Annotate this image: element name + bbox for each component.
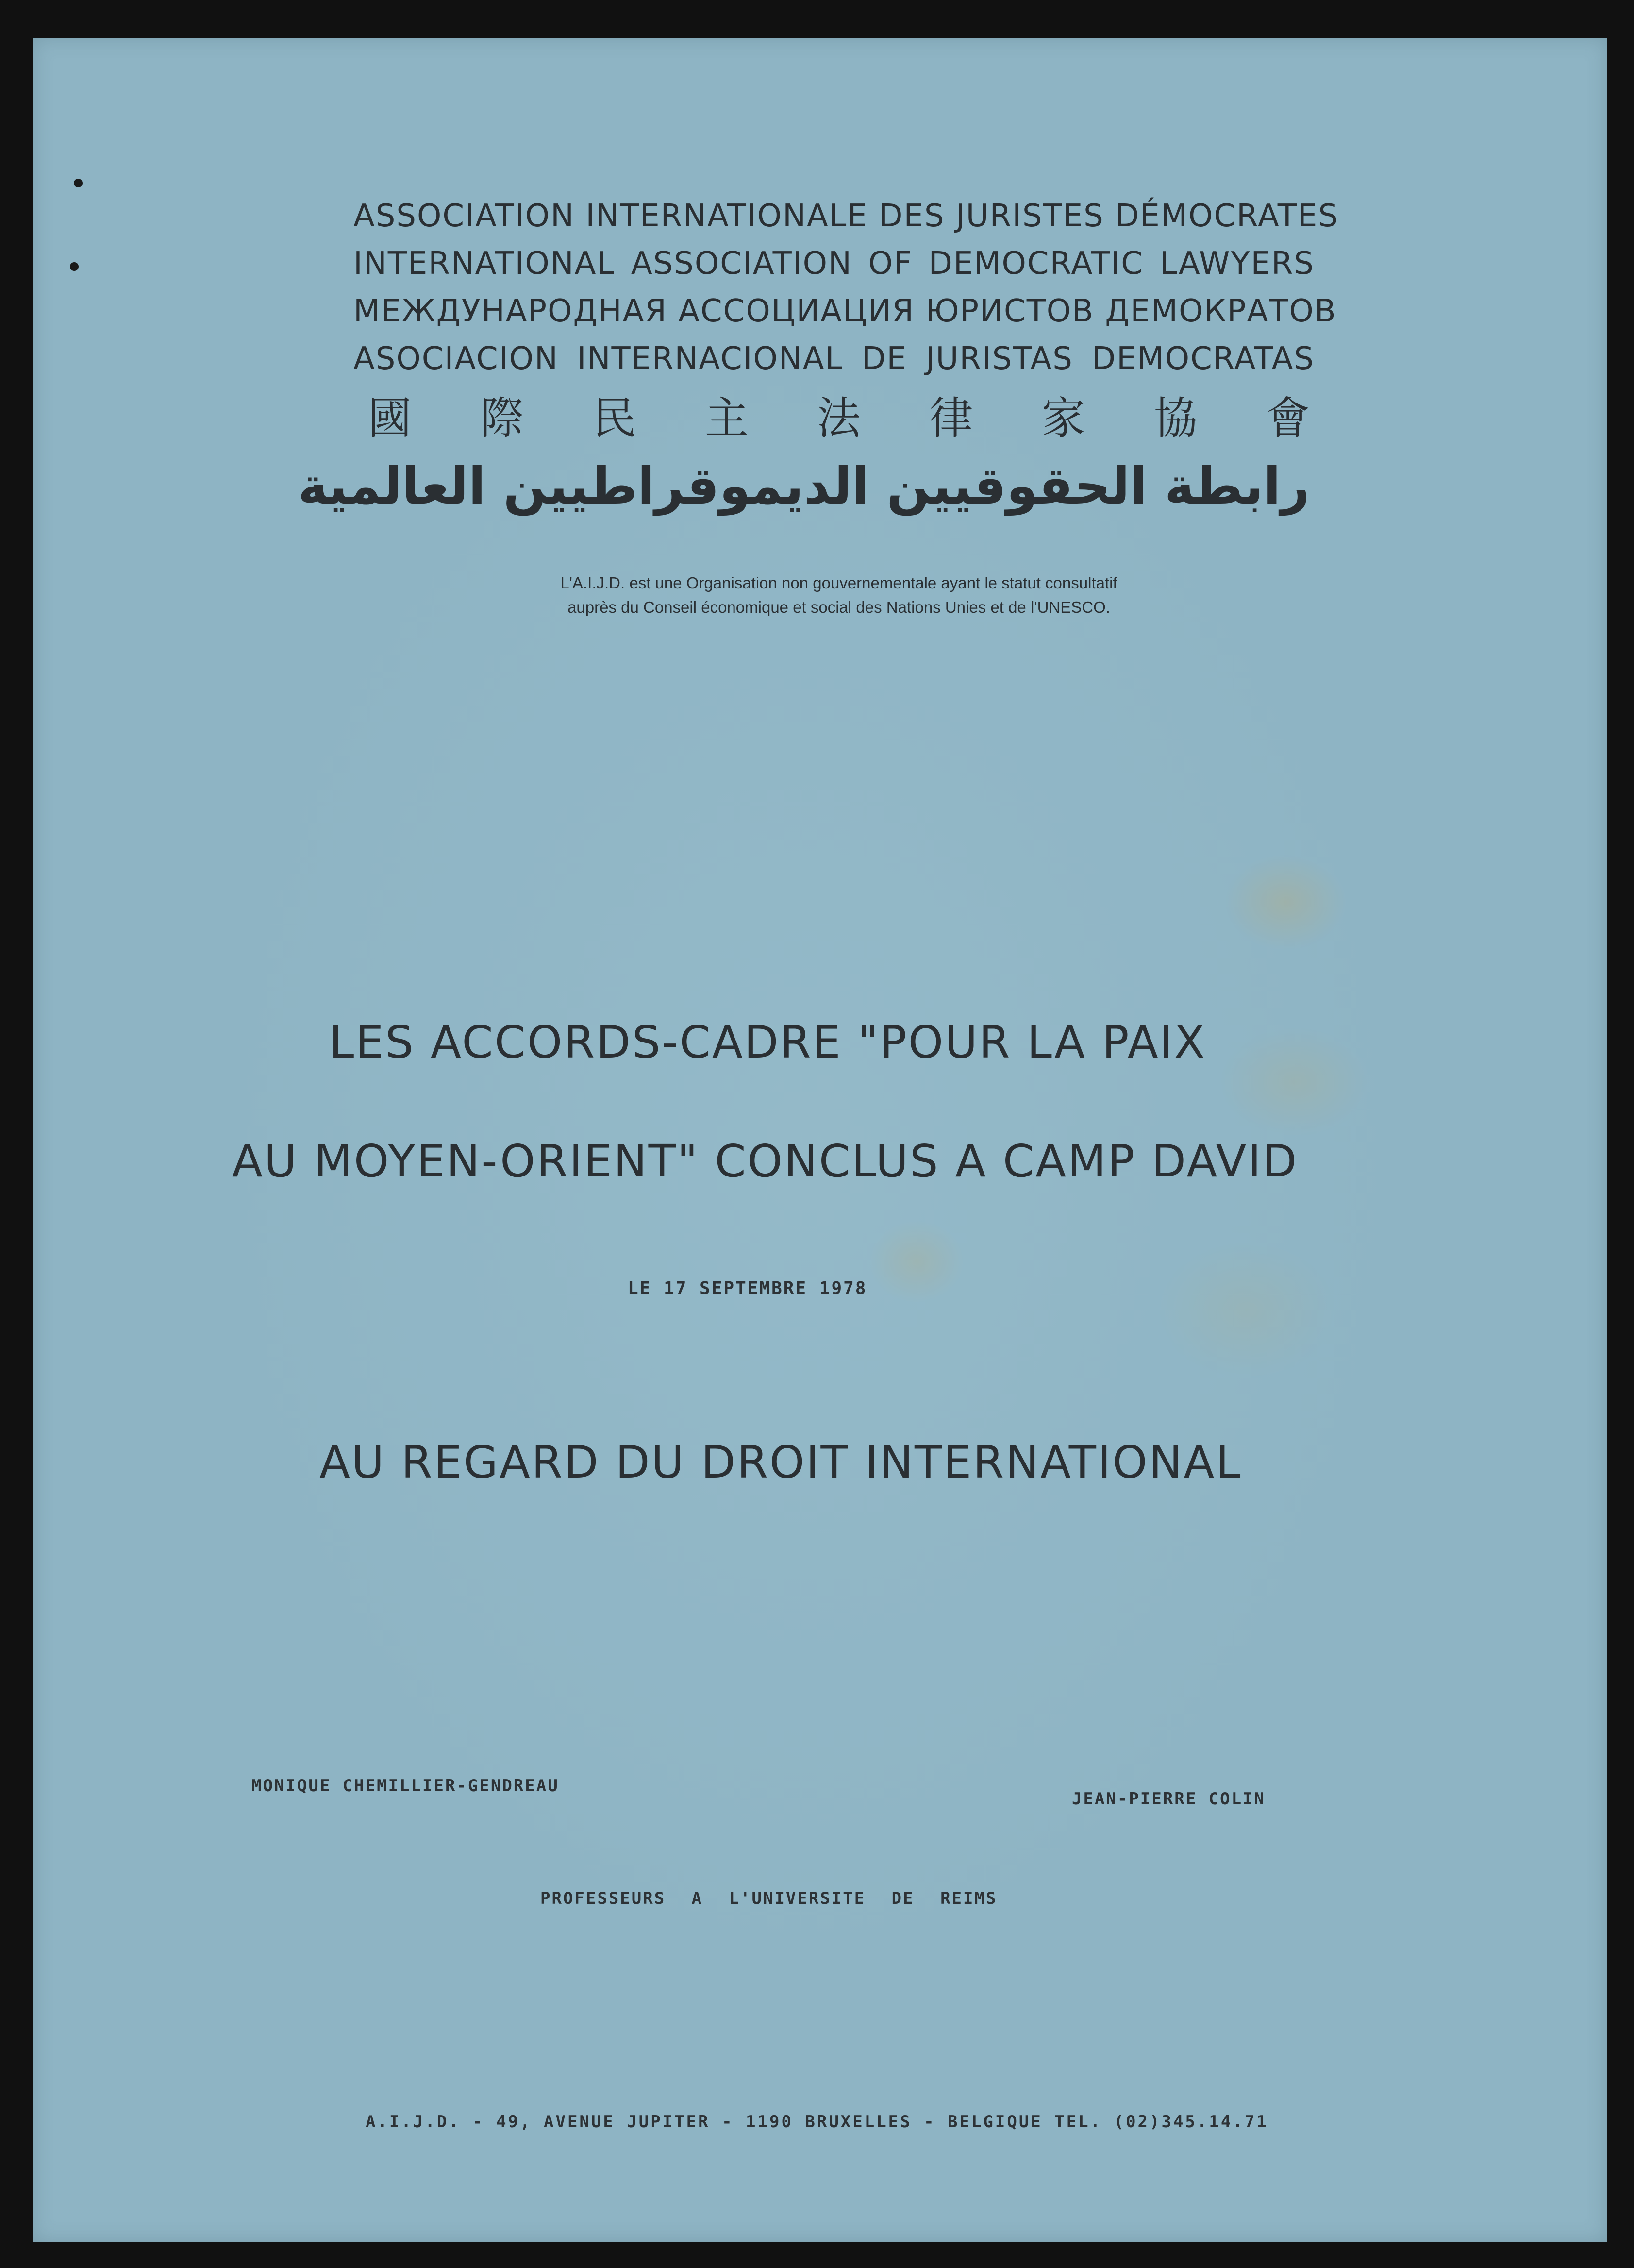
document-title-line-1: LES ACCORDS-CADRE "POUR LA PAIX	[329, 1016, 1206, 1068]
author-1: MONIQUE CHEMILLIER-GENDREAU	[251, 1776, 559, 1796]
document-cover-page	[33, 38, 1607, 2242]
org-name-arabic: رابطة الحقوقيين الديموقراطيين العالمية	[298, 456, 1310, 516]
punch-hole	[74, 179, 83, 187]
consultative-status-line-1: L'A.I.J.D. est une Organisation non gouvernementale ayant le statut consultatif	[560, 574, 1117, 592]
org-name-chinese: 國 際 民 主 法 律 家 協 會	[368, 393, 1310, 444]
org-name-french: ASSOCIATION INTERNATIONALE DES JURISTES DÉMOCRATES	[353, 198, 1339, 234]
document-subtitle: AU REGARD DU DROIT INTERNATIONAL	[319, 1436, 1242, 1488]
footer-address: A.I.J.D. - 49, AVENUE JUPITER - 1190 BRUXELLES - BELGIQUE TEL. (02)345.14.71	[366, 2112, 1268, 2132]
org-name-spanish: ASOCIACION INTERNACIONAL DE JURISTAS DEMOCRATAS	[353, 341, 1315, 377]
document-date: LE 17 SEPTEMBRE 1978	[628, 1278, 867, 1298]
org-name-english: INTERNATIONAL ASSOCIATION OF DEMOCRATIC LAWYERS	[353, 246, 1315, 282]
consultative-status-line-2: auprès du Conseil économique et social des Nations Unies et de l'UNESCO.	[567, 598, 1110, 616]
punch-hole	[70, 262, 79, 271]
org-name-russian: МЕЖДУНАРОДНАЯ АССОЦИАЦИЯ ЮРИСТОВ ДЕМОКРАТОВ	[353, 293, 1337, 329]
author-2: JEAN-PIERRE COLIN	[1072, 1789, 1266, 1809]
authors-affiliation: PROFESSEURS A L'UNIVERSITE DE REIMS	[540, 1889, 998, 1908]
document-title-line-2: AU MOYEN-ORIENT" CONCLUS A CAMP DAVID	[232, 1135, 1299, 1187]
